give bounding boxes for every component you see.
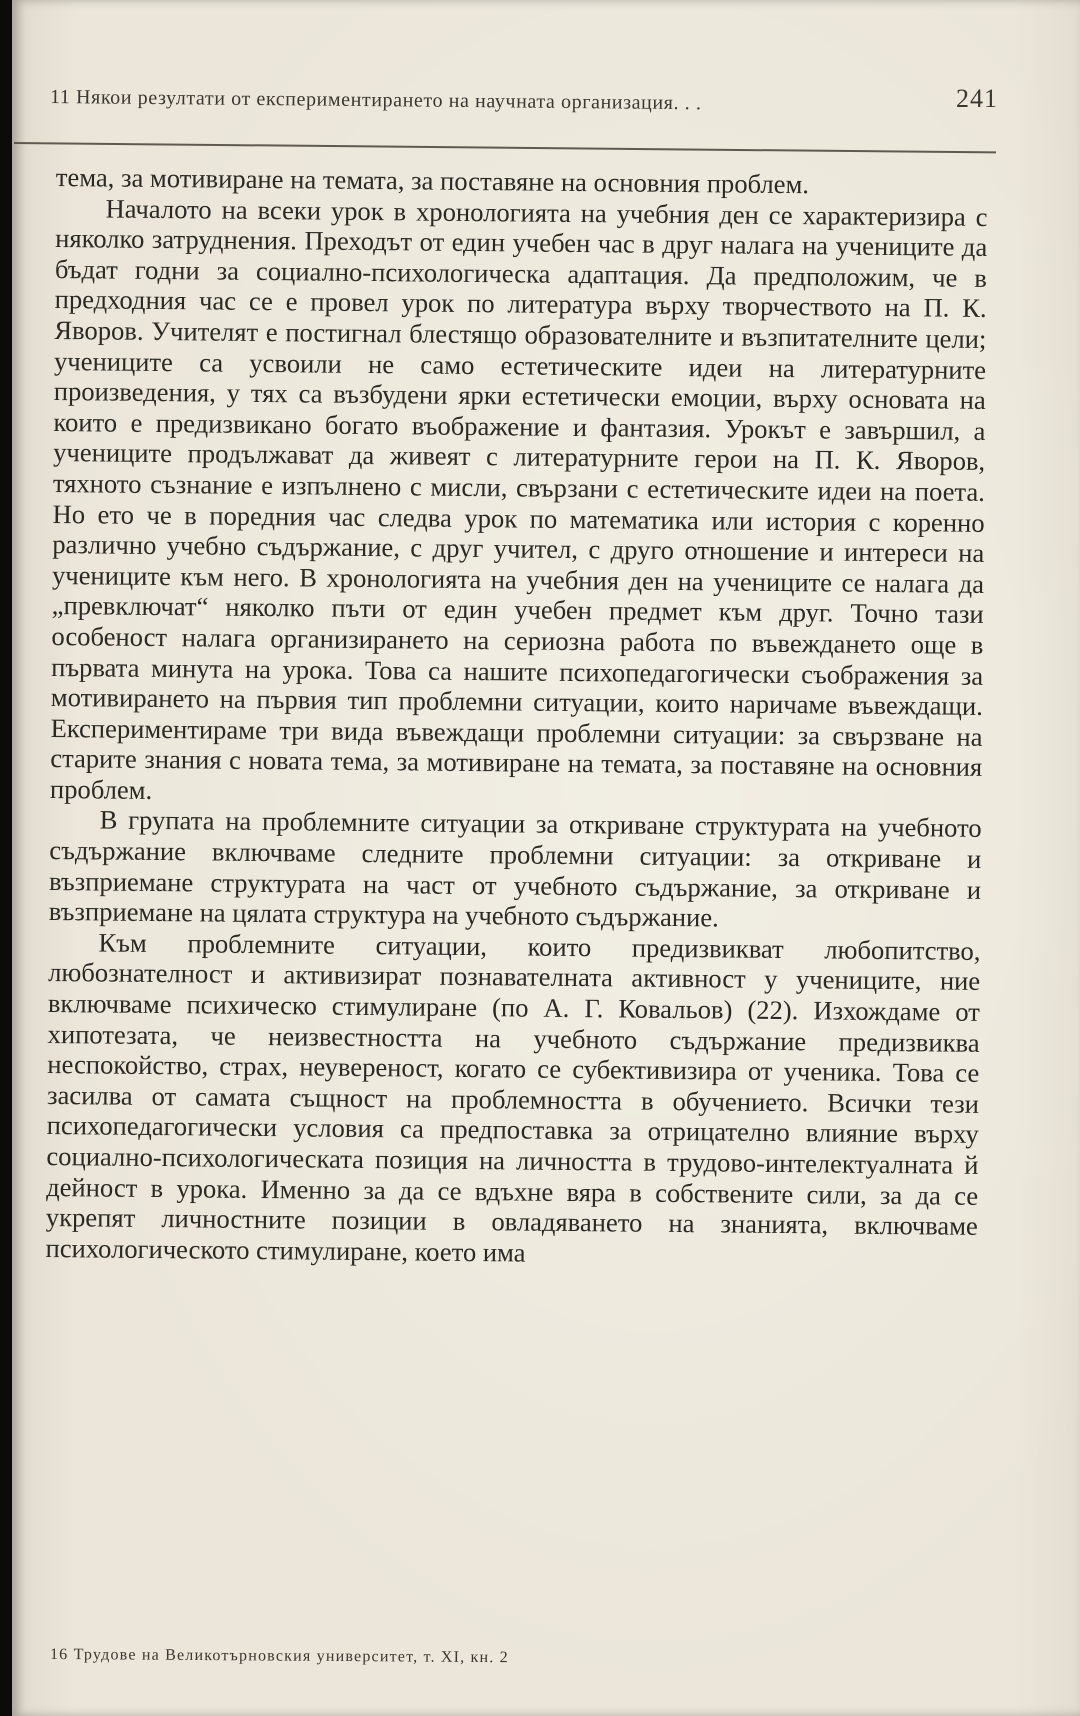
- running-title: 11 Някои резултати от експериментирането на научната организация. . .: [49, 86, 702, 115]
- paragraph: Началото на всеки урок в хронологията на учебния ден се характеризира с няколко затруднения. Преходът от един учебен час в друг налага на учениците да бъдат годни за социално-психологическа адаптация. Да предположим, че в предходния час се е провел урок по литература върху творчеството на П. К. Яворов. Учителят е постигнал блестящо образователните и възпитателните цели; учениците са усвоили не само естетическите идеи на литературните произведения, у тях са възбудени ярки естетически емоции, върху основата на които е предизвикано богато въображение и фантазия. Урокът е завършил, а учениците продължават да живеят с литературните герои на П. К. Яворов, тяхното съзнание е изпълнено с мисли, свързани с естетическите идеи на поета. Но ето че в поредния час следва урок по математика или история с коренно различно учебно съдържание, с друг учител, с друго отношение и интереси на учениците към него. В хронологията на учебния ден на учениците се налага да „превключат“ няколко пъти от един учебен предмет към друг. Точно тази особеност налага организирането на сериозна работа по въвеждането още в първата минута на урока. Това са нашите психопедагогически съображения за мотивирането на първия тип проблемни ситуации, които наричаме въвеждащи. Експериментираме три вида въвеждащи проблемни ситуации: за свързване на старите знания с новата тема, за мотивиране на темата, за поставяне на основния проблем.: [49, 193, 988, 805]
- paragraph: Към проблемните ситуации, които предизвикват любопитство, любознателност и активизират познавателната активност у учениците, ние включваме психическо стимулиране (по А. Г. Ковальов) (22). Изхождаме от хипотезата, че неизвестността на учебното съдържание предизвиква неспокойство, страх, неувереност, когато се субективизира от ученика. Това се засилва от самата същност на проблемността в обучението. Всички тези психопедагогически условия са предпоставка за отрицателно влияние върху социално-психологическата позиция на личността в трудово-интелектуалната й дейност в урока. Именно за да се вдъхне вяра в собствените сили, за да се укрепят личностните позиции в овладяването на знанията, включваме психологическото стимулиране, което има: [45, 927, 981, 1268]
- header-rule: [14, 142, 996, 153]
- running-header: [50, 82, 998, 122]
- footer-signature: 16 Трудове на Великотърновския университет, т. XI, кн. 2: [49, 1646, 509, 1667]
- paragraph-continuation: тема, за мотивиране на темата, за поставяне на основния проблем.: [55, 162, 810, 200]
- page-number: 241: [956, 84, 998, 113]
- book-page: [12, 0, 1080, 1716]
- body-text: [45, 162, 988, 1272]
- paragraph: В групата на проблемните ситуации за откриване структурата на учебното съдържание включваме следните проблемни ситуации: за откриване и възприемане структурата на част от учебното съдържание, за откриване и възприемане на цялата структура на учебното съдържание.: [48, 804, 982, 933]
